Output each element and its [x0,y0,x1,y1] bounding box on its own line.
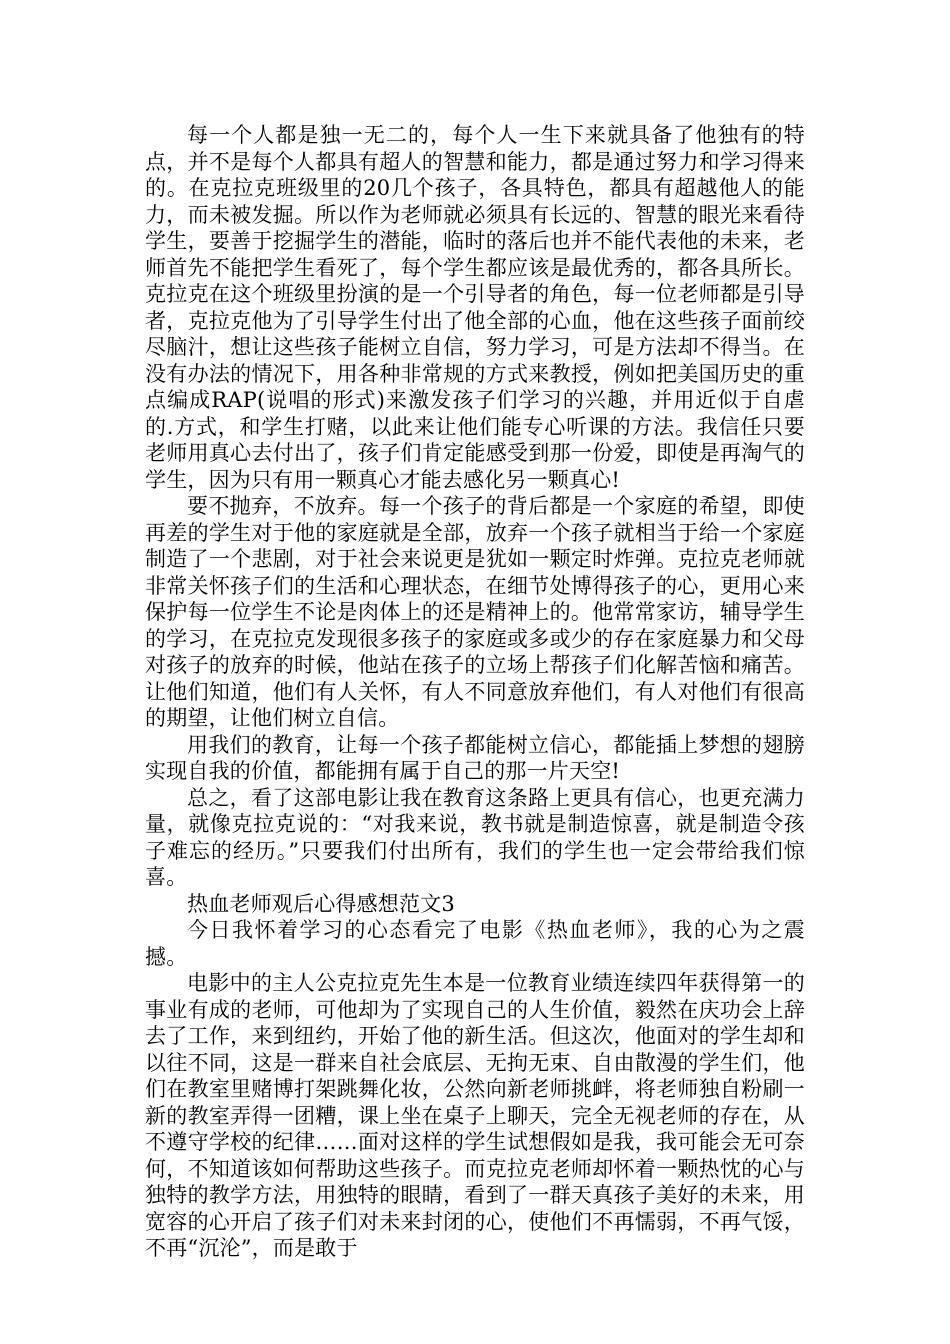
paragraph-2: 要不抛弃，不放弃。每一个孩子的背后都是一个家庭的希望，即使再差的学生对于他的家庭就是全部，放弃一个孩子就相当于给一个家庭制造了一个悲剧，对于社会来说更是犹如一颗定时炸弹。克拉克老师就非常关怀孩子们的生活和心理状态，在细节处博得孩子的心，更用心来保护每一位学生不论是肉体上的还是精神上的。他常常家访，辅导学生的学习，在克拉克发现很多孩子的家庭或多或少的存在家庭暴力和父母对孩子的放弃的时候，他站在孩子的立场上帮孩子们化解苦恼和痛苦。让他们知道，他们有人关怀，有人不同意放弃他们，有人对他们有很高的期望，让他们树立自信。 [145,494,805,730]
paragraph-3: 用我们的教育，让每一个孩子都能树立信心，都能插上梦想的翅膀实现自我的价值，都能拥有属于自己的那一片天空! [145,732,805,783]
paragraph-6: 电影中的主人公克拉克先生本是一位教育业绩连续四年获得第一的事业有成的老师，可他却为了实现自己的人生价值，毅然在庆功会上辞去了工作，来到纽约，开始了他的新生活。但这次，他面对的学生却和以往不同，这是一群来自社会底层、无拘无束、自由散漫的学生们，他们在教室里赌博打架跳舞化妆，公然向新老师挑衅，将老师独自粉刷一新的教室弄得一团糟，课上坐在桌子上聊天，完全无视老师的存在，从不遵守学校的纪律……面对这样的学生试想假如是我，我可能会无可奈何，不知道该如何帮助这些孩子。而克拉克老师却怀着一颗热忱的心与独特的教学方法，用独特的眼睛，看到了一群天真孩子美好的未来，用宽容的心开启了孩子们对未来封闭的心，使他们不再懦弱，不再气馁，不再“沉沦”，而是敢于 [145,971,805,1260]
document-page [145,122,805,1262]
paragraph-5: 今日我怀着学习的心态看完了电影《热血老师》，我的心为之震撼。 [145,918,805,969]
paragraph-1: 每一个人都是独一无二的，每个人一生下来就具备了他独有的特点，并不是每个人都具有超人的智慧和能力，都是通过努力和学习得来的。在克拉克班级里的20几个孩子，各具特色，都具有超越他人的能力，而未被发掘。所以作为老师就必须具有长远的、智慧的眼光来看待学生，要善于挖掘学生的潜能，临时的落后也并不能代表他的未来，老师首先不能把学生看死了，每个学生都应该是最优秀的，都各具所长。克拉克在这个班级里扮演的是一个引导者的角色，每一位老师都是引导者，克拉克他为了引导学生付出了他全部的心血，他在这些孩子面前绞尽脑汁，想让这些孩子能树立自信，努力学习，可是方法却不得当。在没有办法的情况下，用各种非常规的方式来教授，例如把美国历史的重点编成RAP(说唱的形式)来激发孩子们学习的兴趣，并用近似于自虐的.方式，和学生打赌，以此来让他们能专心听课的方法。我信任只要老师用真心去付出了，孩子们肯定能感受到那一份爱，即使是再淘气的学生，因为只有用一颗真心才能去感化另一颗真心! [145,123,805,492]
section-heading: 热血老师观后心得感想范文3 [187,891,455,916]
paragraph-4: 总之，看了这部电影让我在教育这条路上更具有信心，也更充满力量，就像克拉克说的：“对我来说，教书就是制造惊喜，就是制造令孩子难忘的经历。”只要我们付出所有，我们的学生也一定会带给我们惊喜。 [145,785,805,889]
